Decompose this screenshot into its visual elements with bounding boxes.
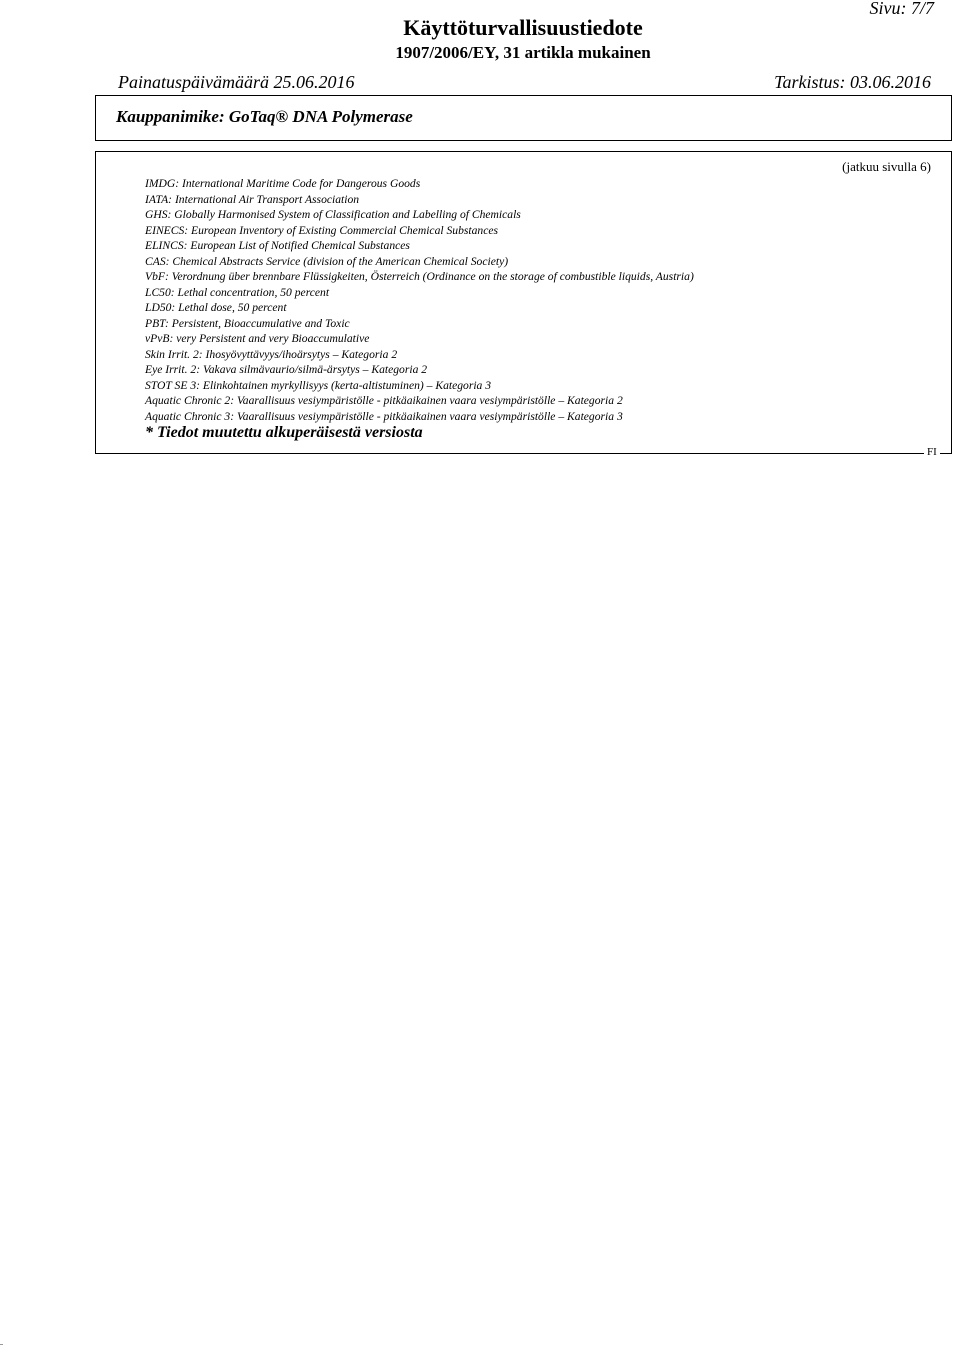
list-item: ELINCS: European List of Notified Chemical Substances (145, 239, 410, 252)
continued-note: (jatkuu sivulla 6) (842, 159, 931, 174)
document-title: Käyttöturvallisuustiedote (403, 15, 643, 40)
changed-note: * Tiedot muutettu alkuperäisestä versiosta (145, 424, 423, 441)
list-item: Skin Irrit. 2: Ihosyövyttävyys/ihoärsytys – Kategoria 2 (145, 347, 398, 361)
abbreviation-list (145, 176, 694, 424)
list-item: LD50: Lethal dose, 50 percent (145, 301, 287, 314)
revision-date: Tarkistus: 03.06.2016 (774, 72, 931, 92)
print-date: Painatuspäivämäärä 25.06.2016 (118, 72, 355, 92)
list-item: vPvB: very Persistent and very Bioaccumulative (145, 332, 370, 345)
list-item: IATA: International Air Transport Association (145, 192, 360, 206)
corner-mark (0, 1344, 3, 1345)
trade-name: Kauppanimike: GoTaq® DNA Polymerase (116, 107, 413, 126)
list-item: IMDG: International Maritime Code for Dangerous Goods (145, 177, 421, 190)
list-item: PBT: Persistent, Bioaccumulative and Toxic (145, 316, 350, 330)
list-item: CAS: Chemical Abstracts Service (division of the American Chemical Society) (145, 254, 509, 268)
list-item: EINECS: European Inventory of Existing Commercial Chemical Substances (145, 223, 499, 237)
list-item: GHS: Globally Harmonised System of Classification and Labelling of Chemicals (145, 208, 521, 221)
list-item: Aquatic Chronic 2: Vaarallisuus vesiympäristölle - pitkäaikainen vaara vesiympäristölle – Kategoria 2 (145, 394, 623, 407)
language-code: FI (924, 446, 940, 458)
list-item: LC50: Lethal concentration, 50 percent (145, 285, 330, 299)
page-number: Sivu: 7/7 (869, 0, 934, 18)
document-subtitle: 1907/2006/EY, 31 artikla mukainen (395, 43, 651, 62)
list-item: Eye Irrit. 2: Vakava silmävaurio/silmä-ärsytys – Kategoria 2 (145, 363, 428, 376)
trade-name-box (95, 95, 952, 141)
list-item: VbF: Verordnung über brennbare Flüssigkeiten, Österreich (Ordinance on the storage of combustible liquids, Austria) (145, 270, 694, 283)
list-item: STOT SE 3: Elinkohtainen myrkyllisyys (kerta-altistuminen) – Kategoria 3 (145, 378, 492, 392)
list-item: Aquatic Chronic 3: Vaarallisuus vesiympäristölle - pitkäaikainen vaara vesiympäristölle – Kategoria 3 (145, 409, 623, 423)
